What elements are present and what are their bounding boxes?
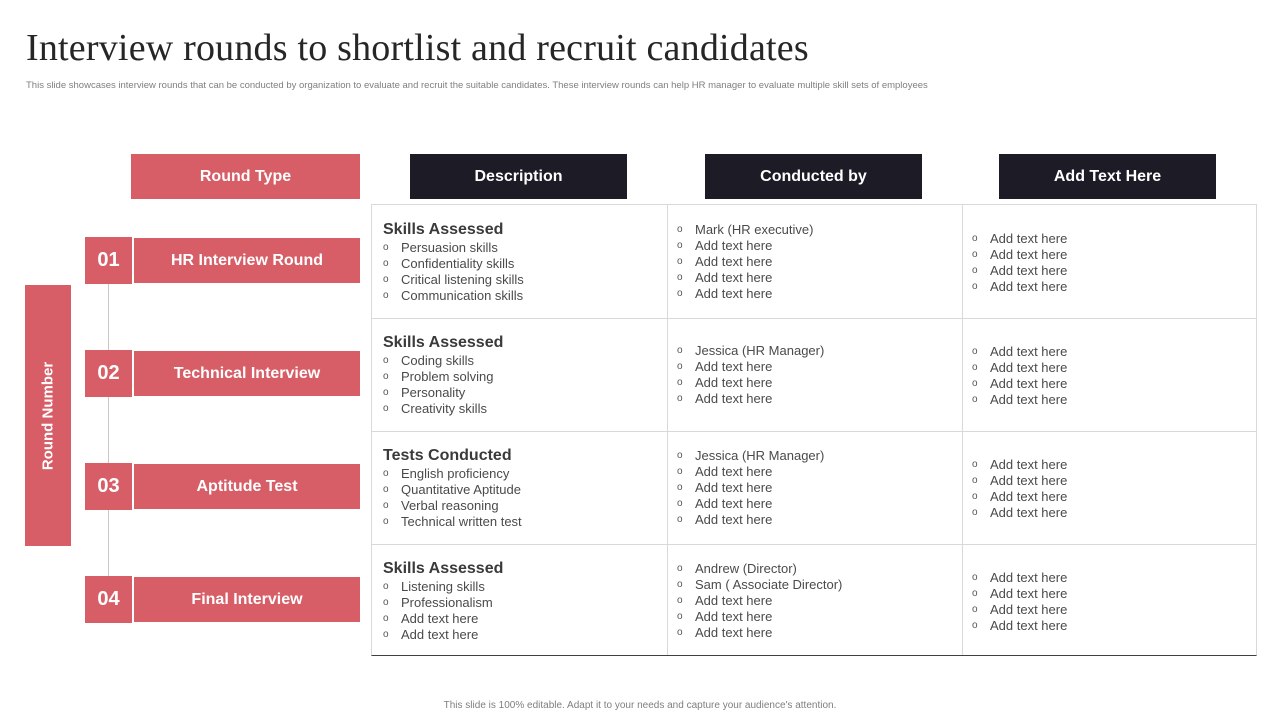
bullet-icon: o — [972, 362, 978, 373]
bullet-icon: o — [972, 491, 978, 502]
description-title: Skills Assessed — [383, 334, 504, 351]
bullet-icon: o — [383, 629, 389, 640]
bullet-icon: o — [383, 484, 389, 495]
round-type-label: HR Interview Round — [134, 238, 360, 283]
list-item-text: Add text here — [695, 286, 773, 301]
bullet-icon: o — [972, 249, 978, 260]
round-type-label: Technical Interview — [134, 351, 360, 396]
bullet-icon: o — [677, 563, 683, 574]
list-item — [383, 369, 503, 385]
list-item-text: Add text here — [990, 231, 1068, 246]
conducted-by-list — [677, 448, 824, 528]
bullet-icon: o — [677, 627, 683, 638]
page-subtitle: This slide showcases interview rounds that can be conducted by organization to evaluate and recruit the suitable candidates. These interview rounds can help HR manager to evaluate multiple skill sets of employees — [26, 80, 928, 91]
list-item — [972, 279, 1067, 295]
list-item-text: Add text here — [695, 270, 773, 285]
list-item — [677, 254, 813, 270]
add-text-cell — [972, 344, 1067, 408]
description-title: Skills Assessed — [383, 221, 504, 238]
bullet-icon: o — [677, 482, 683, 493]
list-item-text: Professionalism — [401, 595, 493, 610]
bullet-icon: o — [383, 403, 389, 414]
list-item-text: Listening skills — [401, 579, 485, 594]
list-item — [677, 625, 842, 641]
bullet-icon: o — [677, 514, 683, 525]
list-item-text: Verbal reasoning — [401, 498, 499, 513]
bullet-icon: o — [677, 272, 683, 283]
bullet-icon: o — [383, 371, 389, 382]
list-item-text: Jessica (HR Manager) — [695, 448, 825, 463]
bullet-icon: o — [677, 224, 683, 235]
list-item-text: Add text here — [990, 505, 1068, 520]
round-type-label: Final Interview — [134, 577, 360, 622]
list-item — [677, 286, 813, 302]
add-text-list — [972, 457, 1067, 521]
list-item-text: Add text here — [695, 359, 773, 374]
list-item — [383, 240, 524, 256]
list-item-text: Add text here — [695, 609, 773, 624]
bullet-icon: o — [677, 393, 683, 404]
bullet-icon: o — [677, 498, 683, 509]
bullet-icon: o — [383, 581, 389, 592]
add-text-list — [972, 344, 1067, 408]
add-text-list — [972, 570, 1067, 634]
bullet-icon: o — [677, 345, 683, 356]
list-item — [383, 288, 524, 304]
column-divider — [667, 205, 668, 655]
list-item — [972, 618, 1067, 634]
bullet-icon: o — [383, 468, 389, 479]
bullet-icon: o — [383, 516, 389, 527]
list-item — [677, 593, 842, 609]
list-item — [677, 375, 824, 391]
details-table — [371, 204, 1257, 656]
list-item-text: Add text here — [695, 238, 773, 253]
row-divider — [372, 544, 1256, 545]
bullet-icon: o — [972, 475, 978, 486]
connector-line — [108, 260, 109, 600]
description-title: Tests Conducted — [383, 447, 512, 464]
bullet-icon: o — [383, 387, 389, 398]
bullet-icon: o — [972, 233, 978, 244]
list-item — [383, 514, 522, 530]
conducted-by-list — [677, 343, 824, 407]
list-item — [677, 577, 842, 593]
add-text-list — [972, 231, 1067, 295]
list-item — [383, 498, 522, 514]
list-item — [972, 231, 1067, 247]
list-item-text: Jessica (HR Manager) — [695, 343, 825, 358]
description-cell — [383, 221, 524, 304]
bullet-icon: o — [677, 240, 683, 251]
list-item — [677, 391, 824, 407]
bullet-icon: o — [972, 346, 978, 357]
conducted-by-cell — [677, 561, 842, 641]
list-item-text: Add text here — [990, 376, 1068, 391]
round-number-badge: 01 — [85, 237, 132, 284]
list-item — [677, 222, 813, 238]
list-item — [383, 579, 503, 595]
round-number-bar — [25, 285, 71, 546]
list-item-text: Add text here — [695, 391, 773, 406]
list-item — [972, 263, 1067, 279]
bullet-icon: o — [677, 288, 683, 299]
list-item-text: Add text here — [990, 473, 1068, 488]
list-item-text: Add text here — [695, 593, 773, 608]
list-item — [972, 344, 1067, 360]
list-item-text: Sam ( Associate Director) — [695, 577, 843, 592]
list-item-text: Quantitative Aptitude — [401, 482, 521, 497]
bullet-icon: o — [383, 597, 389, 608]
list-item — [383, 482, 522, 498]
bullet-icon: o — [677, 450, 683, 461]
bullet-icon: o — [677, 611, 683, 622]
bullet-icon: o — [972, 620, 978, 631]
round-number-badge: 04 — [85, 576, 132, 623]
bullet-icon: o — [677, 377, 683, 388]
list-item — [677, 480, 824, 496]
bullet-icon: o — [383, 355, 389, 366]
list-item-text: Add text here — [990, 457, 1068, 472]
list-item-text: Creativity skills — [401, 401, 487, 416]
list-item-text: Add text here — [401, 627, 479, 642]
bullet-icon: o — [383, 613, 389, 624]
list-item-text: Technical written test — [401, 514, 522, 529]
list-item-text: Add text here — [990, 602, 1068, 617]
row-divider — [372, 318, 1256, 319]
list-item-text: Add text here — [990, 586, 1068, 601]
list-item — [677, 512, 824, 528]
list-item — [677, 561, 842, 577]
description-cell — [383, 334, 503, 417]
add-text-cell — [972, 570, 1067, 634]
list-item-text: Add text here — [695, 254, 773, 269]
list-item — [677, 448, 824, 464]
bullet-icon: o — [972, 604, 978, 615]
add-text-cell — [972, 231, 1067, 295]
header-description: Description — [410, 154, 627, 199]
bullet-icon: o — [972, 265, 978, 276]
description-list — [383, 353, 503, 417]
header-round-type: Round Type — [131, 154, 360, 199]
list-item-text: Add text here — [990, 489, 1068, 504]
list-item — [383, 256, 524, 272]
list-item — [972, 360, 1067, 376]
description-cell — [383, 560, 503, 643]
list-item — [972, 505, 1067, 521]
bullet-icon: o — [383, 500, 389, 511]
description-title: Skills Assessed — [383, 560, 504, 577]
bullet-icon: o — [383, 258, 389, 269]
round-number-badge: 02 — [85, 350, 132, 397]
header-conducted-by: Conducted by — [705, 154, 922, 199]
list-item-text: Add text here — [695, 625, 773, 640]
list-item — [383, 385, 503, 401]
list-item — [972, 392, 1067, 408]
list-item — [972, 602, 1067, 618]
list-item — [972, 586, 1067, 602]
list-item-text: Critical listening skills — [401, 272, 524, 287]
list-item-text: Add text here — [990, 360, 1068, 375]
list-item-text: Add text here — [695, 375, 773, 390]
bullet-icon: o — [972, 588, 978, 599]
list-item-text: Add text here — [695, 464, 773, 479]
bullet-icon: o — [677, 579, 683, 590]
list-item — [383, 401, 503, 417]
bullet-icon: o — [677, 256, 683, 267]
list-item — [677, 238, 813, 254]
column-divider — [962, 205, 963, 655]
conducted-by-cell — [677, 448, 824, 528]
list-item — [677, 496, 824, 512]
bullet-icon: o — [972, 394, 978, 405]
list-item-text: Add text here — [695, 480, 773, 495]
conducted-by-cell — [677, 343, 824, 407]
conducted-by-list — [677, 222, 813, 302]
footer-note: This slide is 100% editable. Adapt it to your needs and capture your audience's attention. — [443, 700, 837, 711]
bullet-icon: o — [383, 274, 389, 285]
list-item — [677, 359, 824, 375]
bullet-icon: o — [972, 507, 978, 518]
description-cell — [383, 447, 522, 530]
list-item-text: English proficiency — [401, 466, 510, 481]
list-item-text: Add text here — [990, 570, 1068, 585]
list-item — [383, 595, 503, 611]
list-item — [972, 247, 1067, 263]
bullet-icon: o — [972, 572, 978, 583]
list-item-text: Persuasion skills — [401, 240, 498, 255]
list-item-text: Confidentiality skills — [401, 256, 515, 271]
bullet-icon: o — [677, 466, 683, 477]
round-number-badge: 03 — [85, 463, 132, 510]
list-item-text: Andrew (Director) — [695, 561, 797, 576]
list-item-text: Add text here — [990, 279, 1068, 294]
row-divider — [372, 431, 1256, 432]
page-title: Interview rounds to shortlist and recruit candidates — [26, 27, 809, 69]
list-item — [972, 473, 1067, 489]
bullet-icon: o — [972, 378, 978, 389]
list-item-text: Add text here — [990, 618, 1068, 633]
bullet-icon: o — [383, 290, 389, 301]
list-item-text: Problem solving — [401, 369, 494, 384]
description-list — [383, 466, 522, 530]
list-item-text: Add text here — [990, 392, 1068, 407]
round-number-label: Round Number — [39, 361, 57, 470]
list-item-text: Personality — [401, 385, 466, 400]
description-list — [383, 240, 524, 304]
conducted-by-cell — [677, 222, 813, 302]
round-type-label: Aptitude Test — [134, 464, 360, 509]
list-item — [383, 611, 503, 627]
bullet-icon: o — [383, 242, 389, 253]
conducted-by-list — [677, 561, 842, 641]
list-item-text: Add text here — [401, 611, 479, 626]
bullet-icon: o — [677, 361, 683, 372]
list-item — [677, 609, 842, 625]
list-item — [677, 464, 824, 480]
list-item-text: Add text here — [990, 344, 1068, 359]
list-item-text: Add text here — [695, 512, 773, 527]
add-text-cell — [972, 457, 1067, 521]
list-item-text: Add text here — [990, 263, 1068, 278]
list-item — [972, 376, 1067, 392]
list-item — [677, 270, 813, 286]
list-item-text: Mark (HR executive) — [695, 222, 814, 237]
list-item — [383, 627, 503, 643]
bullet-icon: o — [972, 281, 978, 292]
list-item-text: Communication skills — [401, 288, 524, 303]
bullet-icon: o — [677, 595, 683, 606]
list-item — [972, 489, 1067, 505]
list-item — [677, 343, 824, 359]
list-item — [383, 353, 503, 369]
list-item — [383, 466, 522, 482]
bullet-icon: o — [972, 459, 978, 470]
list-item — [972, 457, 1067, 473]
list-item-text: Add text here — [695, 496, 773, 511]
header-add-text: Add Text Here — [999, 154, 1216, 199]
list-item — [972, 570, 1067, 586]
list-item-text: Coding skills — [401, 353, 474, 368]
description-list — [383, 579, 503, 643]
list-item — [383, 272, 524, 288]
list-item-text: Add text here — [990, 247, 1068, 262]
